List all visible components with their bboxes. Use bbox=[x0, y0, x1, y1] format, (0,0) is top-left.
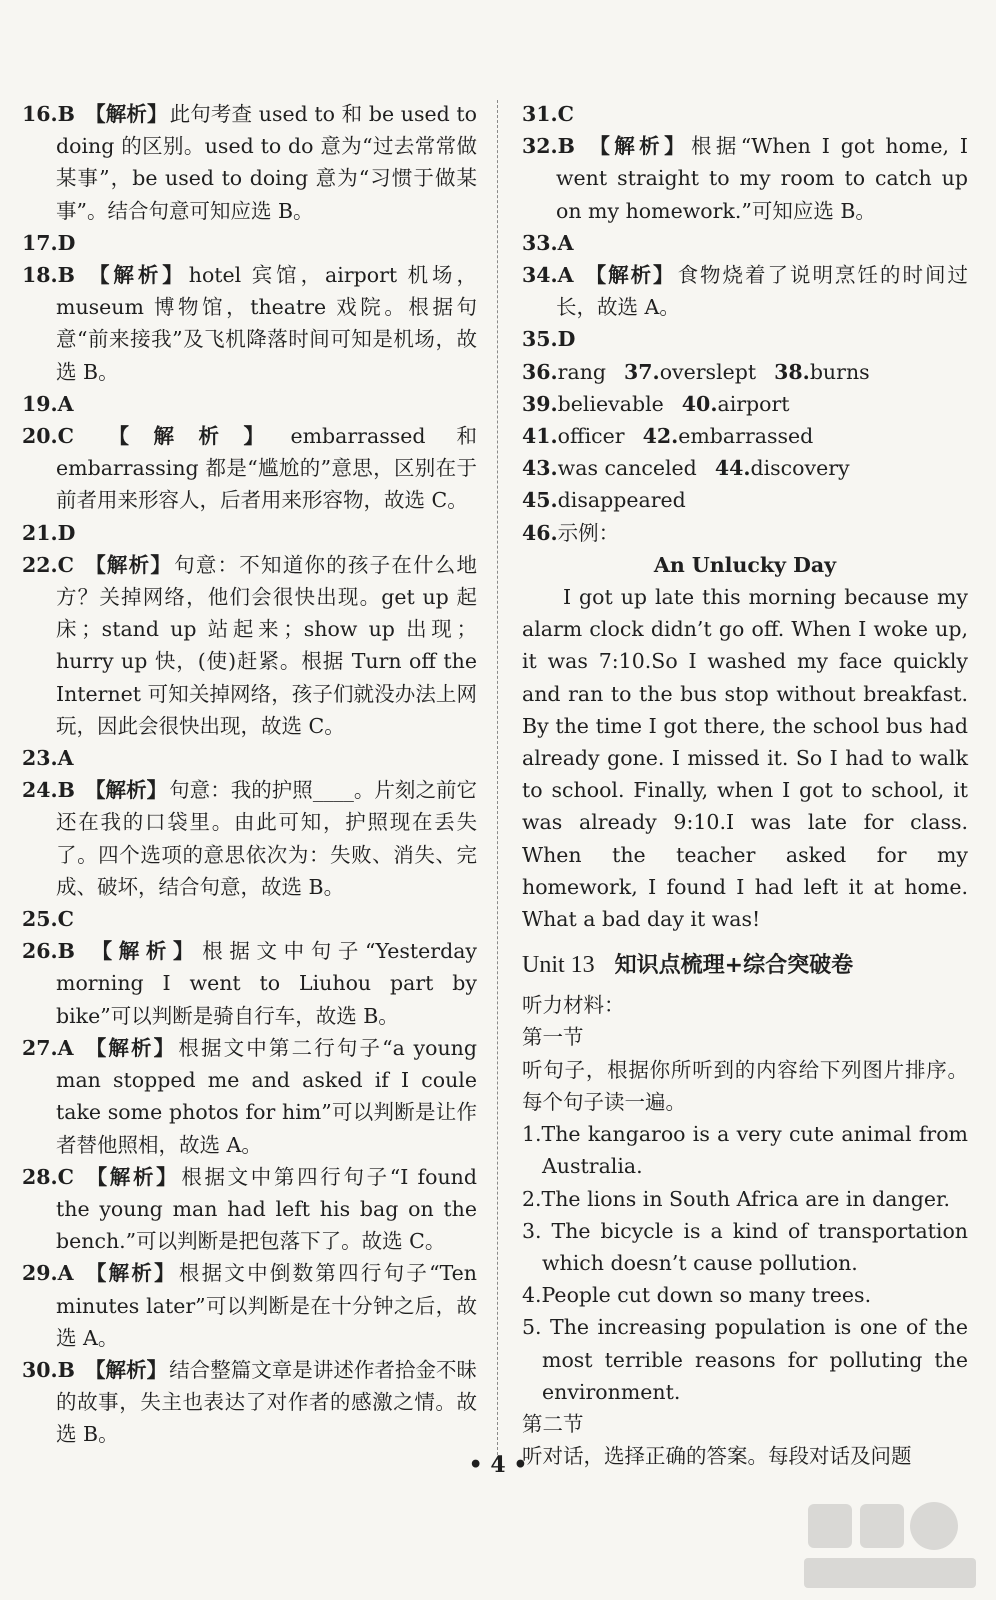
answer-number: 34.A bbox=[522, 263, 574, 288]
answer-item bbox=[522, 259, 968, 323]
answer-number: 28.C bbox=[22, 1164, 74, 1189]
analysis-tag: 【解析】 bbox=[85, 1357, 168, 1382]
answer-number: 45. bbox=[522, 488, 558, 513]
listening-sentence: 3. The bicycle is a kind of transportation which doesn’t cause pollution. bbox=[522, 1218, 968, 1275]
answer-number: 22.C bbox=[22, 552, 74, 577]
answer-number: 46. bbox=[522, 520, 558, 545]
answer-46 bbox=[522, 517, 968, 549]
answer-item bbox=[22, 774, 477, 903]
answer-number: 32.B bbox=[522, 134, 575, 159]
analysis-tag: 【解析】 bbox=[83, 424, 289, 449]
fill-answer bbox=[522, 420, 625, 452]
fill-row bbox=[522, 420, 968, 452]
analysis-tag: 【解析】 bbox=[85, 778, 168, 803]
answer-explanation: 此句考查 used to 和 be used to doing 的区别。used to do 意为“过去常常做某事”，be used to doing 意为“习惯于做某事”。结合句意可知应选 B。 bbox=[56, 102, 478, 223]
answer-number: 23.A bbox=[22, 746, 74, 771]
answer-number: 35.D bbox=[522, 327, 576, 352]
page-number: • 4 • bbox=[468, 1452, 528, 1478]
answer-item bbox=[22, 903, 477, 935]
answer-number: 17.D bbox=[22, 230, 76, 255]
answer-item bbox=[22, 1354, 477, 1451]
answer-number: 20.C bbox=[22, 424, 74, 449]
answer-number: 24.B bbox=[22, 778, 75, 803]
listening-sentence: 2.The lions in South Africa are in danger. bbox=[522, 1186, 951, 1211]
section-2-instruction: 听对话，选择正确的答案。每段对话及问题 bbox=[522, 1444, 912, 1469]
answer-number: 30.B bbox=[22, 1357, 75, 1382]
unit-heading bbox=[522, 941, 968, 989]
answer-number: 41. bbox=[522, 424, 558, 449]
answer-number: 44. bbox=[714, 456, 751, 481]
analysis-tag: 【解析】 bbox=[85, 102, 168, 126]
answer-number: 29.A bbox=[22, 1261, 74, 1286]
essay-text: I got up late this morning because my alarm clock didn’t go off. When I woke up, it was 7:10.So I washed my face quickly and ran to the bus stop without breakfast. By the time I got there, the school bus had already gone. I missed it. So I had to walk to school. Finally, when I got to school, it was already 9:10.I was late for class. When the teacher asked for my homework, I found I had left it at home. What a bad day it was! bbox=[522, 585, 968, 932]
answer-item bbox=[522, 98, 968, 130]
analysis-tag: 【解析】 bbox=[583, 263, 676, 288]
answer-number: 40. bbox=[681, 391, 718, 416]
fill-answer bbox=[624, 356, 756, 388]
analysis-tag: 【解析】 bbox=[85, 263, 187, 288]
answer-word: embarrassed bbox=[678, 424, 814, 449]
answer-item bbox=[22, 1161, 477, 1258]
answer-item bbox=[22, 742, 477, 774]
answer-number: 42. bbox=[642, 424, 679, 449]
answer-item bbox=[22, 517, 477, 549]
unit-title: 知识点梳理+综合突破卷 bbox=[614, 953, 854, 979]
answer-item bbox=[522, 227, 968, 259]
answer-explanation: 根据文中句子“Yesterday morning I went to Liuhou part by bike”可以判断是骑自行车，故选 B。 bbox=[56, 939, 478, 1028]
answer-explanation: hotel 宾馆，airport 机场，museum 博物馆，theatre 戏院。根据句意“前来接我”及飞机降落时间可知是机场，故选 B。 bbox=[56, 263, 478, 384]
answer-item bbox=[22, 549, 477, 742]
fill-row bbox=[522, 356, 968, 388]
fill-answer bbox=[715, 452, 850, 484]
answer-word: officer bbox=[557, 424, 625, 449]
answer-word: was canceled bbox=[557, 456, 697, 481]
answer-number: 26.B bbox=[22, 939, 75, 964]
answer-explanation: 根据文中第二行句子“a young man stopped me and asked if I coule take some photos for him”可以判断是让作者替他照相，故选 A。 bbox=[56, 1035, 477, 1157]
fill-row bbox=[522, 452, 968, 484]
analysis-tag: 【解析】 bbox=[85, 939, 201, 964]
answer-explanation: 句意：不知道你的孩子在什么地方？关掉网络，他们会很快出现。get up 起床；stand up 站起来；show up 出现；hurry up 快，(使)赶紧。根据 Turn off the Internet 可知关掉网络，孩子们就没办法上网玩，因此会很快出现，故选 C。 bbox=[56, 552, 478, 738]
listening-sentences bbox=[522, 1118, 968, 1408]
answer-item bbox=[22, 98, 477, 227]
answer-explanation: embarrassed 和 embarrassing 都是“尴尬的”意思，区别在于前者用来形容人，后者用来形容物，故选 C。 bbox=[56, 424, 477, 513]
answer-number: 37. bbox=[624, 359, 660, 384]
answer-number: 33.A bbox=[522, 230, 574, 255]
fill-answer bbox=[522, 356, 606, 388]
listening-label: 听力材料： bbox=[522, 993, 625, 1018]
right-column bbox=[522, 98, 968, 1472]
answer-number: 36. bbox=[522, 359, 558, 384]
fill-answer bbox=[682, 388, 790, 420]
answer-word: burns bbox=[809, 359, 870, 384]
answer-word: disappeared bbox=[557, 488, 686, 513]
answer-item bbox=[22, 259, 477, 388]
answer-number: 16.B bbox=[22, 102, 75, 126]
sample-label: 示例： bbox=[557, 520, 620, 545]
answer-number: 27.A bbox=[22, 1035, 74, 1060]
answer-item bbox=[22, 227, 477, 259]
answer-item bbox=[522, 323, 968, 355]
answer-explanation: 食物烧着了说明烹饪的时间过长，故选 A。 bbox=[556, 263, 969, 320]
section-1-instruction: 听句子，根据你所听到的内容给下列图片排序。每个句子读一遍。 bbox=[522, 1057, 968, 1114]
section-2-label: 第二节 bbox=[522, 1411, 584, 1436]
answer-number: 31.C bbox=[522, 102, 574, 126]
section-1-label: 第一节 bbox=[522, 1025, 584, 1050]
answer-number: 25.C bbox=[22, 907, 74, 932]
fill-answer bbox=[774, 356, 870, 388]
listening-sentence: 4.People cut down so many trees. bbox=[522, 1283, 872, 1308]
answer-number: 21.D bbox=[22, 520, 76, 545]
fill-in-answers bbox=[522, 356, 968, 517]
answer-explanation: 根据文中倒数第四行句子“Ten minutes later”可以判断是在十分钟之后，故选 A。 bbox=[56, 1261, 478, 1350]
answer-word: airport bbox=[717, 391, 790, 416]
watermark-logo bbox=[800, 1500, 980, 1595]
answers-31-35 bbox=[522, 98, 968, 356]
fill-answer bbox=[643, 420, 814, 452]
answer-number: 39. bbox=[522, 391, 558, 416]
answer-item bbox=[22, 1257, 477, 1354]
answer-item bbox=[22, 388, 477, 420]
listening-sentence: 1.The kangaroo is a very cute animal from Australia. bbox=[522, 1122, 968, 1179]
analysis-tag: 【解析】 bbox=[83, 552, 173, 577]
essay-title: An Unlucky Day bbox=[653, 552, 837, 577]
unit-label: Unit 13 bbox=[522, 952, 595, 979]
answer-item bbox=[22, 935, 477, 1032]
answer-number: 18.B bbox=[22, 263, 75, 288]
column-divider bbox=[497, 100, 498, 1460]
answer-word: believable bbox=[557, 391, 664, 416]
answer-explanation: 根据“When I got home, I went straight to my room to catch up on my homework.”可知应选 B。 bbox=[556, 134, 969, 223]
analysis-tag: 【解析】 bbox=[83, 1164, 180, 1189]
analysis-tag: 【解析】 bbox=[83, 1261, 177, 1286]
answer-explanation: 句意：我的护照____。片刻之前它还在我的口袋里。由此可知，护照现在丢失了。四个选项的意思依次为：失败、消失、完成、破坏，结合句意，故选 B。 bbox=[56, 778, 478, 899]
left-column bbox=[22, 98, 477, 1451]
answer-word: rang bbox=[557, 359, 607, 384]
listening-sentence: 5. The increasing population is one of the most terrible reasons for polluting the environment. bbox=[522, 1315, 968, 1404]
answer-item bbox=[522, 130, 968, 227]
fill-answer bbox=[522, 484, 686, 516]
fill-answer bbox=[522, 452, 697, 484]
answer-explanation: 根据文中第四行句子“I found the young man had left his bag on the bench.”可以判断是把包落下了。故选 C。 bbox=[56, 1164, 477, 1254]
answer-number: 19.A bbox=[22, 391, 74, 416]
fill-row bbox=[522, 484, 968, 516]
fill-answer bbox=[522, 388, 664, 420]
answer-number: 38. bbox=[774, 359, 810, 384]
analysis-tag: 【解析】 bbox=[83, 1035, 177, 1060]
answer-explanation: 结合整篇文章是讲述作者拾金不昧的故事，失主也表达了对作者的感激之情。故选 B。 bbox=[56, 1357, 478, 1447]
answer-item bbox=[22, 1032, 477, 1161]
answer-item bbox=[22, 420, 477, 517]
answer-word: discovery bbox=[750, 456, 850, 481]
answer-number: 43. bbox=[522, 456, 558, 481]
fill-row bbox=[522, 388, 968, 420]
analysis-tag: 【解析】 bbox=[585, 134, 689, 159]
answer-word: overslept bbox=[659, 359, 757, 384]
